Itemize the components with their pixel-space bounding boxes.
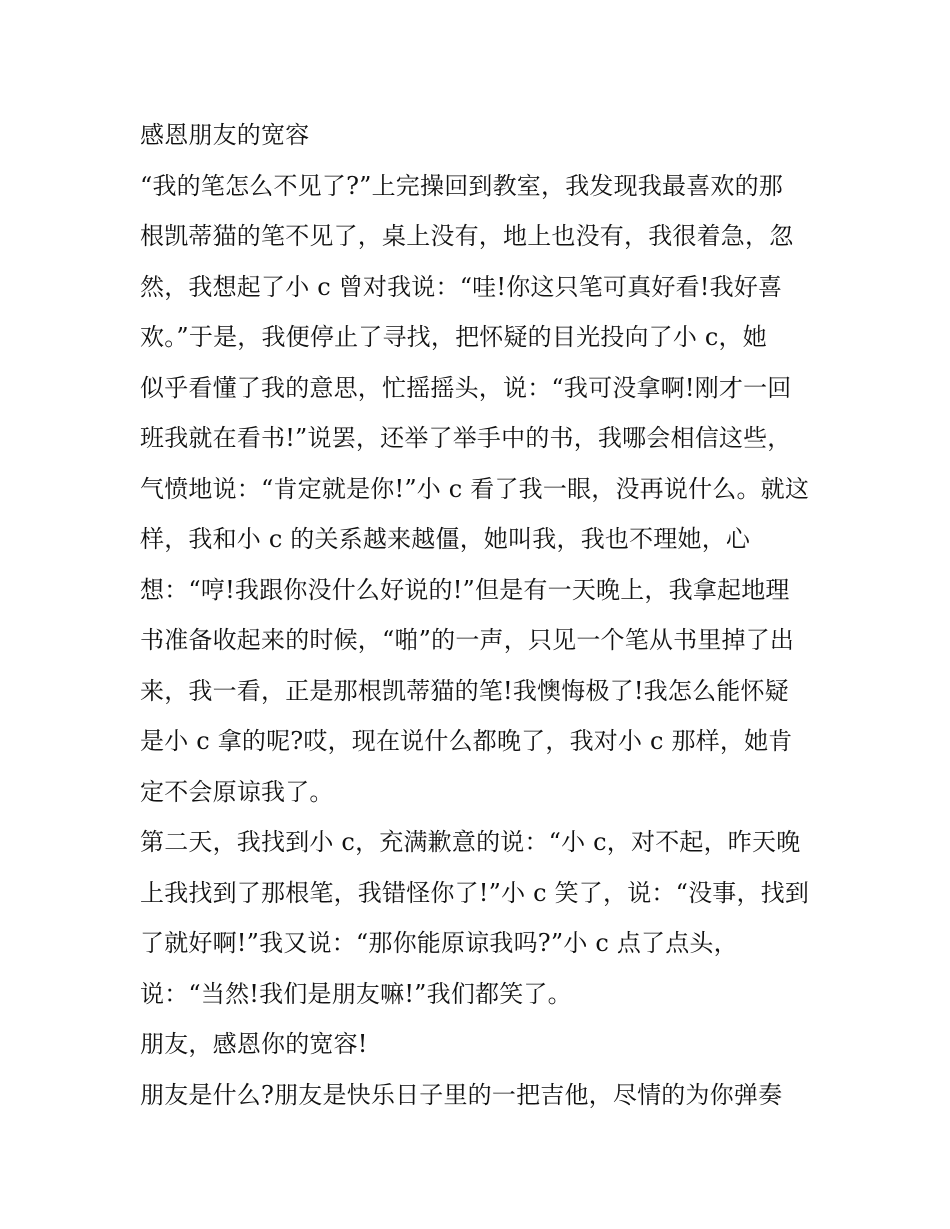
text-line: 然，我想起了小 c 曾对我说：“哇!你这只笔可真好看!我好喜 — [140, 272, 783, 301]
text-line: 书准备收起来的时候，“啪”的一声，只见一个笔从书里掉了出 — [140, 626, 795, 654]
text-line: 班我就在看书!”说罢，还举了举手中的书，我哪会相信这些， — [140, 424, 792, 452]
text-line: 说：“当然!我们是朋友嘛!”我们都笑了。 — [140, 979, 572, 1008]
text-line: 样，我和小 c 的关系越来越僵，她叫我，我也不理她，心 — [140, 525, 751, 553]
text-line: 了就好啊!”我又说：“那你能原谅我吗?”小 c 点了点头， — [140, 929, 738, 957]
text-line: 气愤地说：“肯定就是你!”小 c 看了我一眼，没再说什么。就这 — [140, 474, 810, 503]
document-body — [140, 110, 820, 1120]
text-line: “我的笔怎么不见了?”上完操回到教室，我发现我最喜欢的那 — [140, 171, 784, 200]
text-line: 朋友，感恩你的宽容! — [140, 1030, 368, 1058]
text-line: 欢。”于是，我便停止了寻找，把怀疑的目光投向了小 c，她 — [140, 323, 767, 351]
document-title: 感恩朋友的宽容 — [140, 121, 310, 149]
text-line: 根凯蒂猫的笔不见了，桌上没有，地上也没有，我很着急，忽 — [140, 222, 794, 250]
text-line: 朋友是什么?朋友是快乐日子里的一把吉他，尽情的为你弹奏 — [140, 1080, 783, 1109]
text-line: 第二天，我找到小 c，充满歉意的说：“小 c，对不起，昨天晚 — [140, 828, 801, 856]
text-line: 是小 c 拿的呢?哎，现在说什么都晚了，我对小 c 那样，她肯 — [140, 727, 793, 755]
text-line: 想：“哼!我跟你没什么好说的!”但是有一天晚上，我拿起地理 — [140, 575, 790, 604]
text-line: 上我找到了那根笔，我错怪你了!”小 c 笑了，说：“没事，找到 — [140, 878, 810, 907]
text-line: 定不会原谅我了。 — [140, 777, 334, 806]
text-line: 来，我一看，正是那根凯蒂猫的笔!我懊悔极了!我怎么能怀疑 — [140, 676, 789, 705]
text-line: 似乎看懂了我的意思，忙摇摇头，说：“我可没拿啊!刚才一回 — [140, 373, 792, 402]
